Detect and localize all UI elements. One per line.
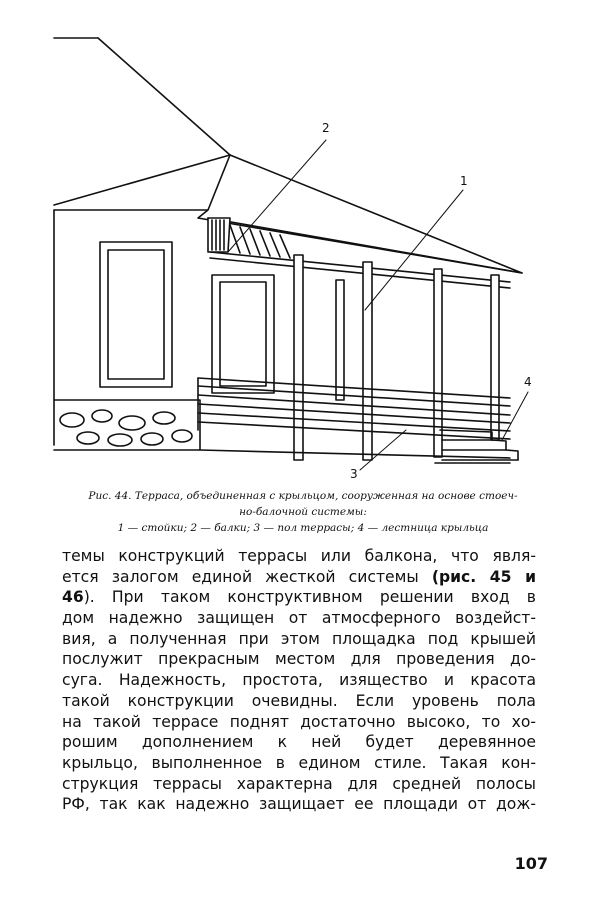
window-inner — [108, 250, 164, 379]
body-paragraph — [62, 546, 536, 815]
figure-reference: 46 — [62, 588, 84, 607]
figure-caption-legend: 1 — стойки; 2 — балки; 3 — пол террасы; 4 — лестница крыльца — [117, 522, 489, 534]
body-line: струкция террасы характерна для средней полосы — [62, 774, 536, 793]
post-1 — [294, 255, 303, 460]
roof-ridge-line — [98, 38, 230, 155]
body-line — [62, 587, 536, 608]
terrace-figure — [40, 20, 570, 480]
body-line: послужит прекрасным местом для проведения до- — [62, 650, 536, 669]
body-line: дом надежно защищен от атмосферного воздейст- — [62, 609, 536, 628]
post-3 — [434, 269, 442, 457]
body-line: такой конструкции очевидны. Если уровень пола — [62, 691, 536, 710]
body-line-text: ется залогом единой жесткой системы — [62, 567, 419, 586]
body-line: РФ, так как надежно защищает ее площади от дож- — [62, 795, 536, 814]
body-line: крыльцо, выполненное в едином стиле. Такая кон- — [62, 753, 536, 772]
body-line: темы конструкций террасы или балкона, что явля- — [62, 547, 536, 565]
window-outer — [100, 242, 172, 387]
leader-4 — [502, 392, 528, 440]
callout-3: 3 — [350, 467, 358, 480]
callout-1: 1 — [460, 174, 468, 188]
callout-4: 4 — [524, 375, 532, 389]
body-line: на такой террасе поднят достаточно высоко, то хо- — [62, 712, 536, 731]
figure-reference: (рис. 45 и — [431, 567, 536, 586]
body-line — [62, 567, 536, 588]
body-line: вия, а полученная при этом площадка под крышей — [62, 629, 536, 648]
callout-2: 2 — [322, 121, 330, 135]
door-inner — [220, 282, 266, 386]
page-number: 107 — [514, 854, 548, 873]
body-line: рошим дополнением к ней будет деревянное — [62, 733, 536, 752]
figure-caption-line-1: Рис. 44. Терраса, объединенная с крыльцом, сооруженная на основе стоеч- — [88, 490, 518, 502]
terrace-illustration — [40, 20, 570, 480]
terrace-floor — [200, 450, 510, 458]
body-line: суга. Надежность, простота, изящество и красота — [62, 671, 536, 690]
post-back — [336, 280, 344, 400]
roof-lower-line — [54, 155, 230, 205]
stone-foundation — [54, 400, 200, 450]
steps — [440, 430, 518, 460]
door-outer — [212, 275, 274, 393]
body-line-text: ). При таком конструктивном решении вход в — [83, 588, 536, 607]
figure-caption-line-2: но-балочной системы: — [239, 506, 367, 518]
post-4 — [491, 275, 499, 440]
rail-board — [198, 378, 510, 398]
